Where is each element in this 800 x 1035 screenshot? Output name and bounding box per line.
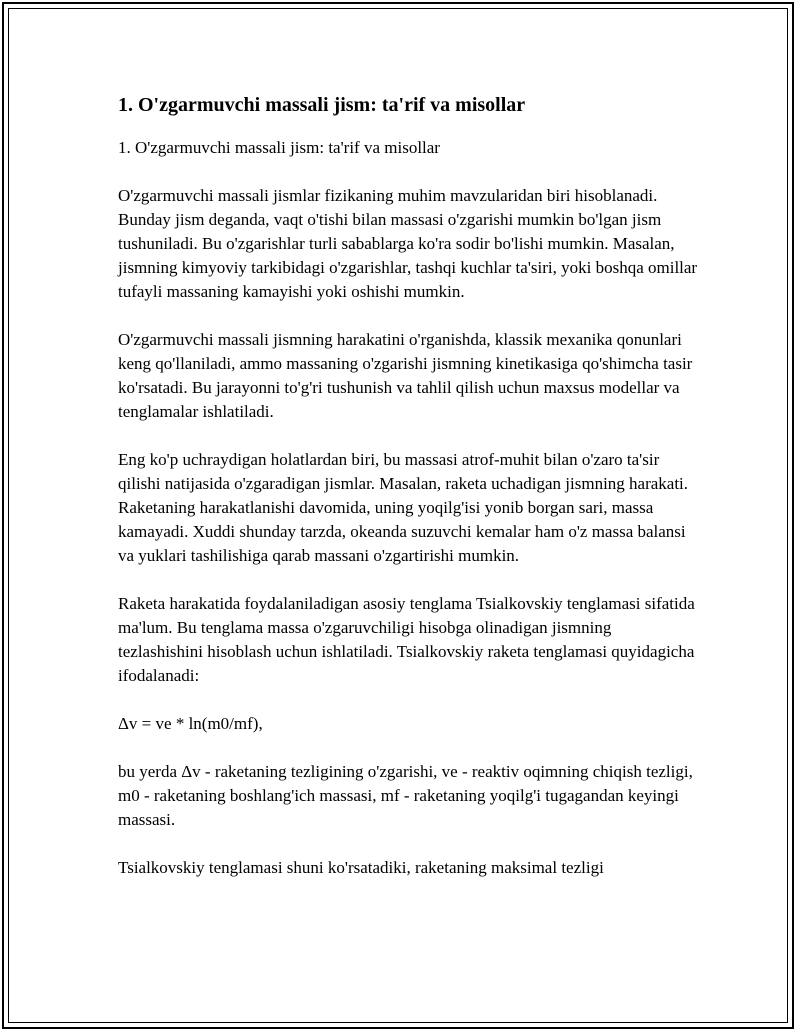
paragraph-examples: Eng ko'p uchraydigan holatlardan biri, bu massasi atrof-muhit bilan o'zaro ta'sir qilishi natijasida o'zgaradigan jismlar. Masalan, raketa uchadigan jismning harakati. Raketaning harakatlanishi davomida, uning yoqilg'isi yonib borgan sari, massa kamayadi. Xuddi shunday tarzda, okeanda suzuvchi kemalar ham o'z massa balansi va yuklari tashilishiga qarab massani o'zgartirishi mumkin. <box>118 450 689 565</box>
equation-tsiolkovsky: Δv = ve * ln(m0/mf), <box>118 714 263 733</box>
paragraph-conclusion: Tsialkovskiy tenglamasi shuni ko'rsatadiki, raketaning maksimal tezligi <box>118 858 604 877</box>
document-body <box>118 92 698 904</box>
paragraph-tsiolkovsky-intro: Raketa harakatida foydalaniladigan asosiy tenglama Tsialkovskiy tenglamasi sifatida ma'lum. Bu tenglama massa o'zgaruvchiligi hisobga olinadigan jismning tezlashishini hisoblash uchun ishlatiladi. Tsialkovskiy raketa tenglamasi quyidagicha ifodalanadi: <box>118 594 695 685</box>
paragraph-definition: O'zgarmuvchi massali jismlar fizikaning muhim mavzularidan biri hisoblanadi. Bunday jism deganda, vaqt o'tishi bilan massasi o'zgarishi mumkin bo'lgan jism tushuniladi. Bu o'zgarishlar turli sabablarga ko'ra sodir bo'lishi mumkin. Masalan, jismning kimyoviy tarkibidagi o'zgarishlar, tashqi kuchlar ta'siri, yoki boshqa omillar tufayli massaning kamayishi yoki oshishi mumkin. <box>118 186 698 301</box>
document-heading: 1. O'zgarmuvchi massali jism: ta'rif va misollar <box>118 94 526 116</box>
paragraph-mechanics: O'zgarmuvchi massali jismning harakatini o'rganishda, klassik mexanika qonunlari keng qo'llaniladi, ammo massaning o'zgarishi jismning kinetikasiga qo'shimcha tasir ko'rsatadi. Bu jarayonni to'g'ri tushunish va tahlil qilish uchun maxsus modellar va tenglamalar ishlatiladi. <box>118 330 693 421</box>
paragraph-subtitle: 1. O'zgarmuvchi massali jism: ta'rif va misollar <box>118 138 440 157</box>
paragraph-equation-terms: bu yerda Δv - raketaning tezligining o'zgarishi, ve - reaktiv oqimning chiqish tezligi, m0 - raketaning boshlang'ich massasi, mf - raketaning yoqilg'i tugagandan keyingi massasi. <box>118 762 693 829</box>
